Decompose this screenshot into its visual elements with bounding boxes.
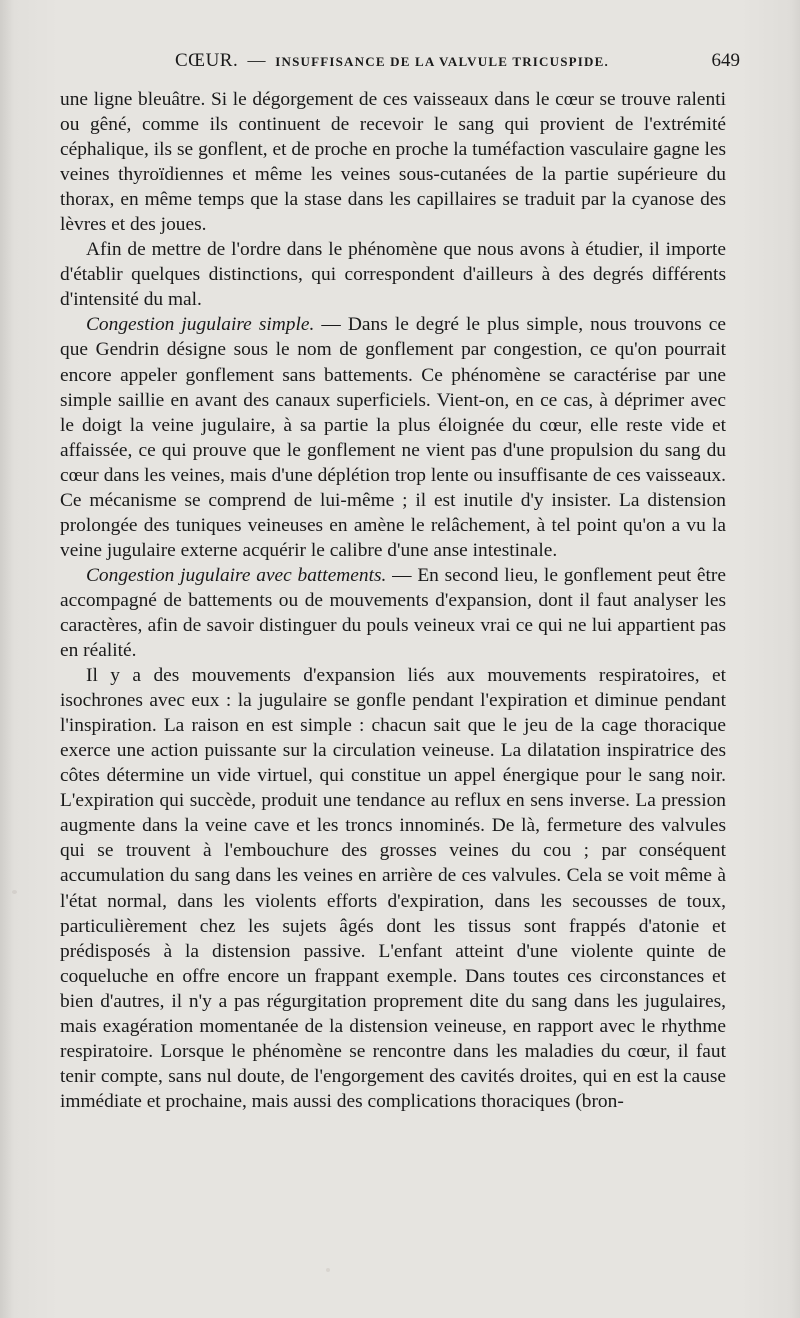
page-number: 649	[711, 50, 740, 71]
chapter-name: CŒUR.	[175, 50, 239, 71]
section-heading-beats: Congestion jugulaire avec battements.	[86, 564, 387, 586]
paragraph-simple-congestion	[60, 312, 726, 562]
paragraph: Afin de mettre de l'ordre dans le phénomène que nous avons à étudier, il importe d'établir quelques distinctions, qui correspondent d'ailleurs à des degrés différents d'intensité du mal.	[60, 239, 726, 311]
running-head	[60, 48, 740, 78]
body-text	[60, 87, 726, 1114]
paragraph-continuation: une ligne bleuâtre. Si le dégorgement de ces vaisseaux dans le cœur se trouve ralenti ou gêné, comme ils continuent de recevoir le sang qui provient de l'extrémité céphalique, ils se gonflent, et de proche en proche la tuméfaction vasculaire gagne les veines thyroïdiennes et même les veines sous-cutanées de la partie supérieure du thorax, en même temps que la stase dans les capillaires se traduit par la cyanose des lèvres et des joues.	[60, 89, 726, 236]
paper-blemish	[326, 1268, 330, 1272]
running-title	[175, 50, 609, 72]
paragraph-congestion-beats	[60, 563, 726, 663]
paper-blemish	[12, 890, 17, 894]
paragraph-text: — En second lieu, le gonflement peut être accompagné de battements ou de mouvements d'expansion, dont il faut analyser les caractères, afin de savoir distinguer du pouls veineux vrai ce qui ne lui appartient pas en réalité.	[60, 564, 726, 662]
paragraph-text: — Dans le degré le plus simple, nous trouvons ce que Gendrin désigne sous le nom de gonflement par congestion, ce qu'on pourrait encore appeler gonflement sans battements. Ce phénomène se caractérise par une simple saillie en avant des canaux superficiels. Vient-on, en ce cas, à déprimer avec le doigt la veine jugulaire, à sa partie la plus éloignée du cœur, elle reste vide et affaissée, ce qui prouve que le gonflement ne vient pas d'une propulsion du sang du cœur dans les veines, mais d'une déplétion trop lente ou insuffisante de ces vaisseaux. Ce mécanisme se comprend de lui-même ; il est inutile d'y insister. La distension prolongée des tuniques veineuses en amène le relâchement, à tel point qu'on a vu la veine jugulaire externe acquérir le calibre d'une anse intestinale.	[60, 314, 726, 561]
paragraph: Il y a des mouvements d'expansion liés aux mouvements respiratoires, et isochrones avec eux : la jugulaire se gonfle pendant l'expiration et diminue pendant l'inspiration. La raison en est simple : chacun sait que le jeu de la cage thoracique exerce une action puissante sur la circulation veineuse. La dilatation inspiratrice des côtes détermine un vide virtuel, qui constitue un appel énergique pour le sang noir. L'expiration qui succède, produit une tendance au reflux en sens inverse. La pression augmente dans la veine cave et les troncs innominés. De là, fermeture des valvules qui se trouvent à l'embouchure des grosses veines du cou ; par conséquent accumulation du sang dans les veines en arrière de ces valvules. Cela se voit même à l'état normal, dans les violents efforts d'expiration, dans les secousses de toux, particulièrement chez les sujets âgés dont les tissus sont frappés d'atonie et prédisposés à la distension passive. L'enfant atteint d'une violente quinte de coqueluche en offre encore un frappant exemple. Dans toutes ces circonstances et bien d'autres, il n'y a pas régurgitation proprement dite du sang dans les jugulaires, mais exagération momentanée de la distension veineuse, en rapport avec le rhythme respiratoire. Lorsque le phénomène se rencontre dans les maladies du cœur, il faut tenir compte, sans nul doute, de l'engorgement des cavités droites, qui en est la cause immédiate et prochaine, mais aussi des complications thoraciques (bron-	[60, 665, 726, 1112]
section-heading-simple: Congestion jugulaire simple.	[86, 314, 315, 336]
header-dash: —	[247, 50, 266, 70]
section-title: INSUFFISANCE DE LA VALVULE TRICUSPIDE.	[275, 54, 609, 69]
